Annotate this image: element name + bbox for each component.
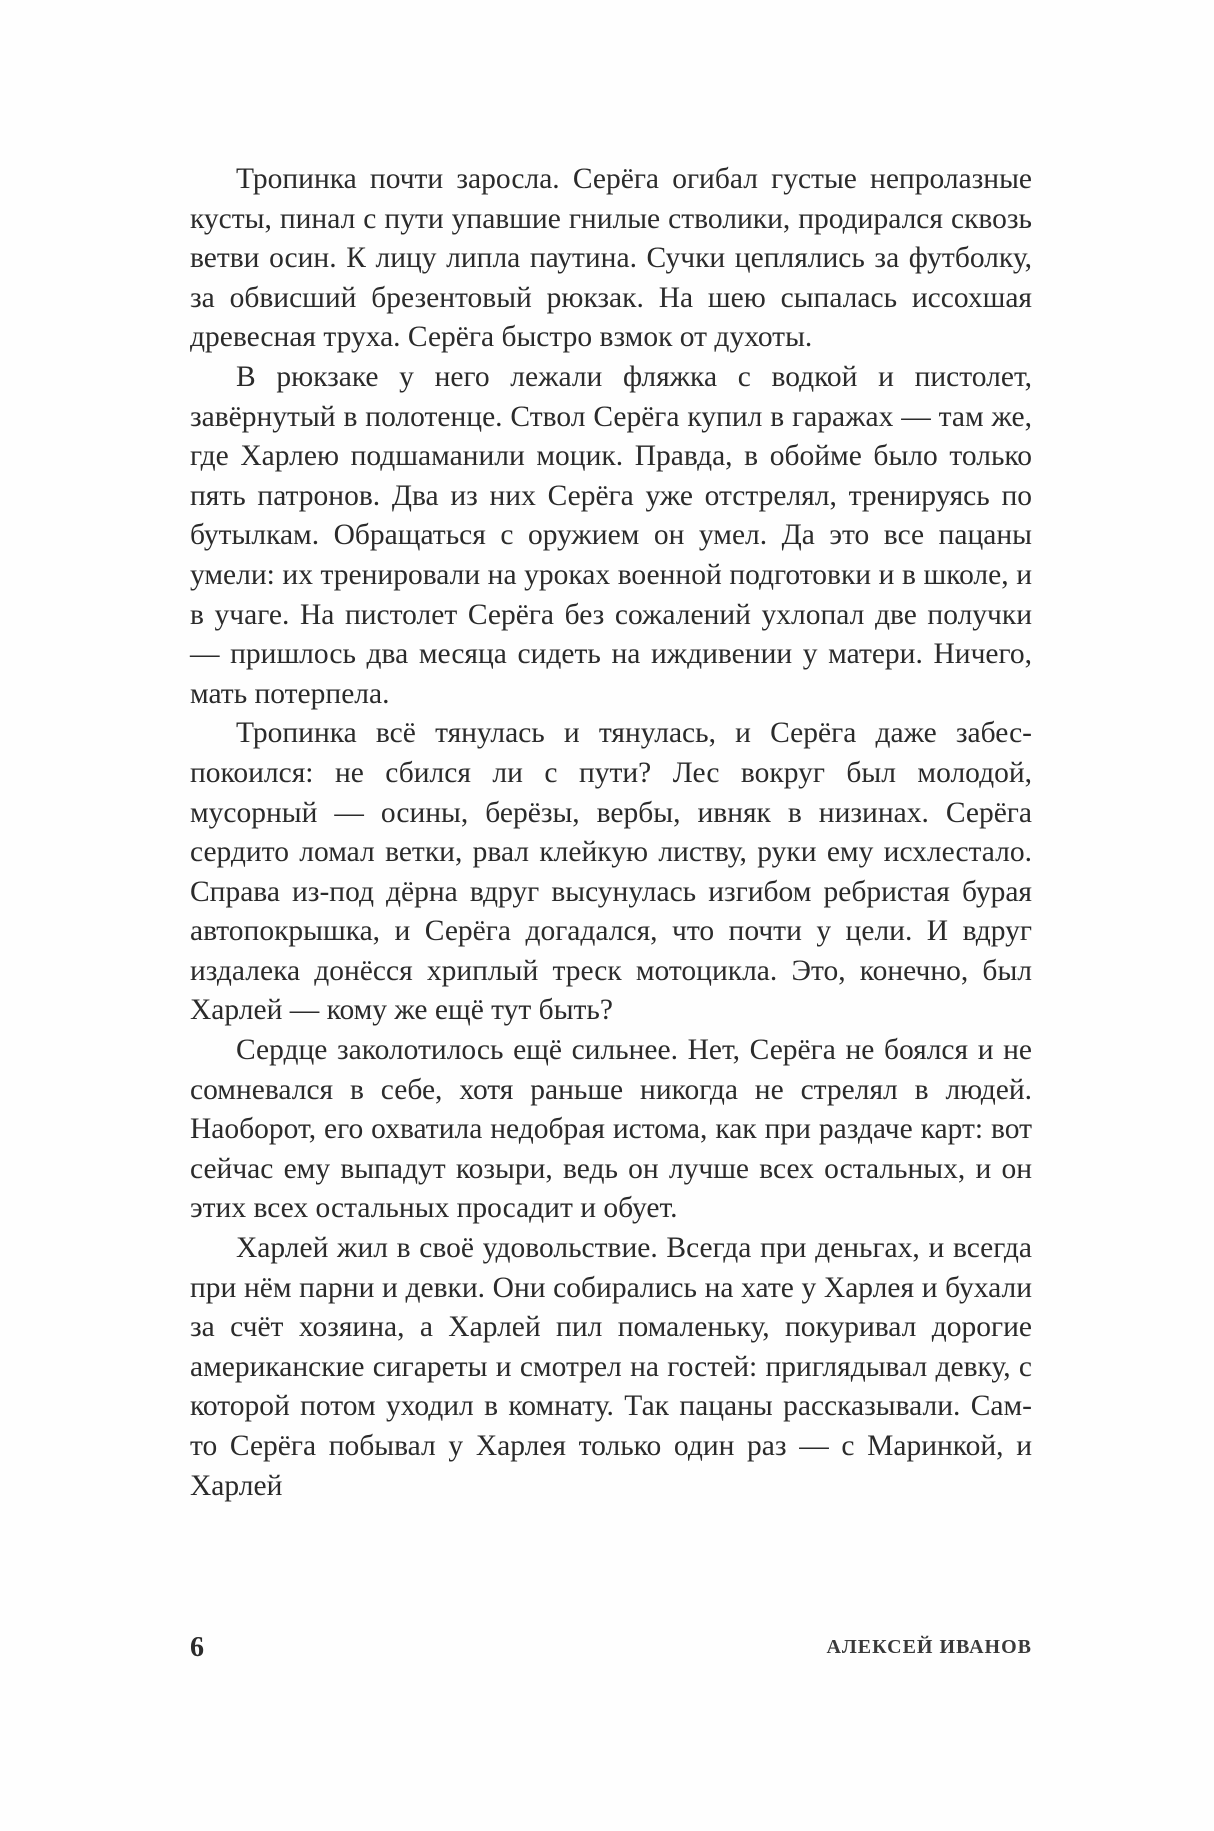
page-number: 6 (190, 1632, 204, 1663)
paragraph-4: Сердце заколотилось ещё сильнее. Нет, Серёга не боялся и не сомневался в себе, хотя раньше никогда не стрелял в людей. Наоборот, его охватила недобрая истома, как при раздаче карт: вот сейчас ему выпадут козыри, ведь он лучше всех остальных, и он этих всех остальных просадит и обует. (190, 1034, 1032, 1225)
body-text (190, 160, 1032, 1506)
page-footer (190, 1632, 1032, 1672)
paragraph-5: Харлей жил в своё удовольствие. Всегда при деньгах, и всегда при нём парни и девки. Они собирались на хате у Харлея и бухали за счёт хозяина, а Харлей пил помаленьку, покуривал дорогие американские сигареты и смотрел на гостей: приглядывал девку, с которой потом уходил в комнату. Так пацаны рассказывали. Сам-то Серёга побывал у Харлея только один раз — с Маринкой, и Харлей (190, 1232, 1032, 1502)
paragraph-2: В рюкзаке у него лежали фляжка с водкой и пистолет, завёрнутый в полотенце. Ствол Серёга купил в гаражах — там же, где Харлею подшаманили моцик. Правда, в обойме было только пять патронов. Два из них Серёга уже отстрелял, тренируясь по бутылкам. Обращаться с оружием он умел. Да это все пацаны умели: их тренировали на уроках военной подготовки и в школе, и в учаге. На пистолет Серёга без сожалений ухлопал две получки — пришлось два месяца сидеть на иждивении у матери. Ничего, мать потерпела. (190, 360, 1032, 710)
paragraph-3: Тропинка всё тянулась и тянулась, и Серёга даже забеспокоился: не сбился ли с пути? Лес вокруг был молодой, мусорный — осины, берёзы, вербы, ивняк в низинах. Серёга сердито ломал ветки, рвал клейкую листву, руки ему исхлестало. Справа из-под дёрна вдруг высунулась изгибом ребристая бурая автопокрышка, и Серёга догадался, что почти у цели. И вдруг издалека донёсся хриплый треск мотоцикла. Это, конечно, был Харлей — кому же ещё тут быть? (190, 717, 1032, 1027)
paragraph-1: Тропинка почти заросла. Серёга огибал густые непролазные кусты, пинал с пути упавшие гнилые стволики, продирался сквозь ветви осин. К лицу липла паутина. Сучки цеплялись за футболку, за обвисший брезентовый рюкзак. На шею сыпалась иссохшая древесная труха. Серёга быстро взмок от духоты. (190, 163, 1032, 354)
author-name: АЛЕКСЕЙ ИВАНОВ (826, 1636, 1032, 1658)
